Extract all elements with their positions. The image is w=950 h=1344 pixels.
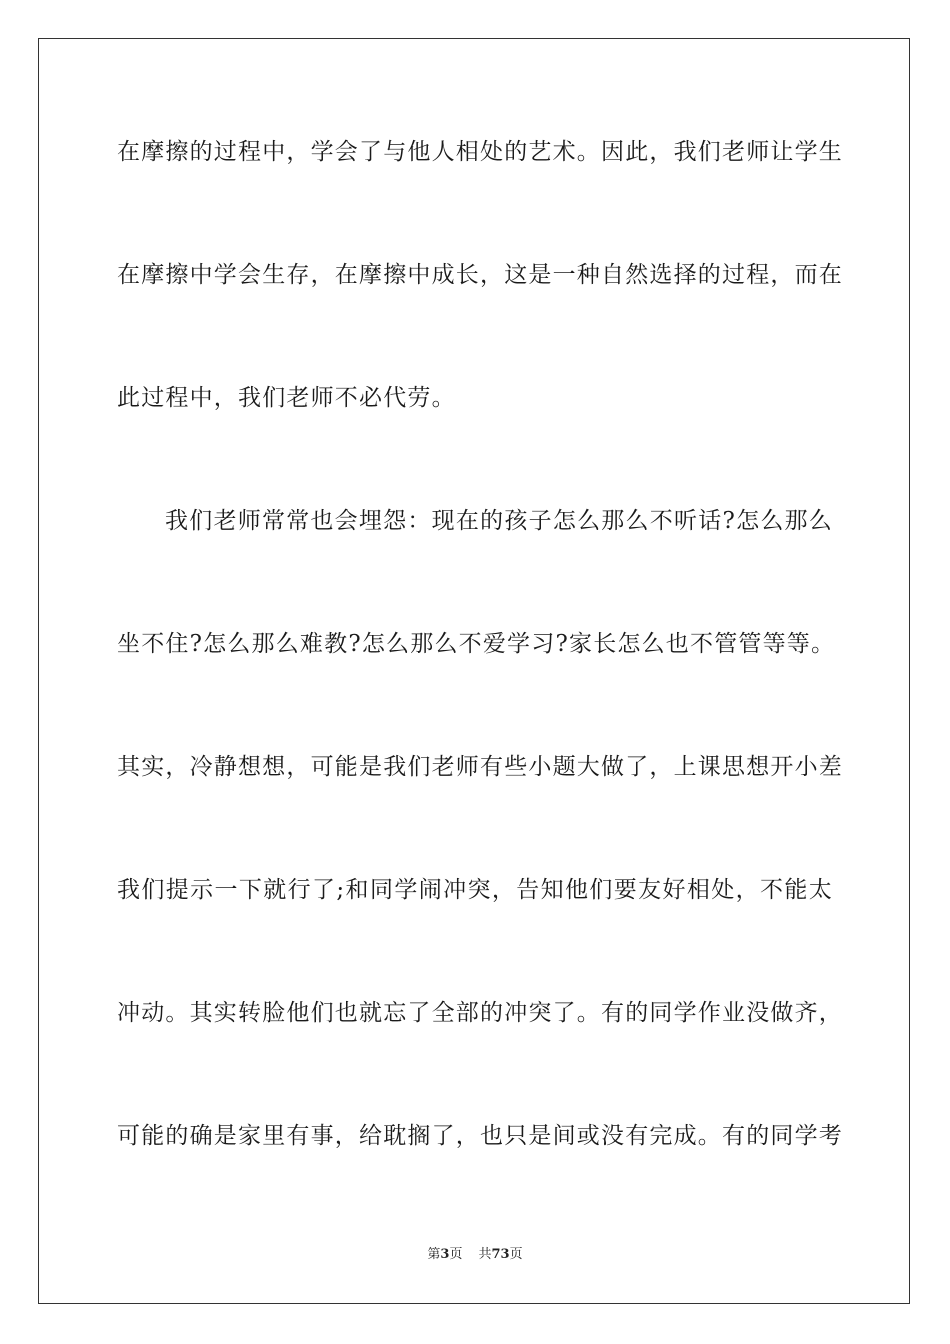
total-suffix: 页	[509, 1247, 523, 1262]
page-prefix: 第	[427, 1247, 441, 1262]
page-suffix: 页	[449, 1247, 463, 1262]
paragraph-2-line-4: 我们提示一下就行了;和同学闹冲突，告知他们要友好相处，不能太	[117, 877, 833, 903]
page-number: 3	[440, 1247, 450, 1262]
total-pages: 73	[491, 1247, 510, 1262]
page-border	[38, 38, 910, 1304]
paragraph-2-line-6: 可能的确是家里有事，给耽搁了，也只是间或没有完成。有的同学考	[117, 1123, 843, 1149]
paragraph-1-line-1: 在摩擦的过程中，学会了与他人相处的艺术。因此，我们老师让学生	[117, 139, 843, 165]
paragraph-1-line-2: 在摩擦中学会生存，在摩擦中成长，这是一种自然选择的过程，而在	[117, 262, 843, 288]
paragraph-2-line-1: 我们老师常常也会埋怨：现在的孩子怎么那么不听话?怎么那么	[165, 508, 833, 534]
total-prefix: 共	[478, 1247, 492, 1262]
page-footer	[0, 1246, 950, 1264]
paragraph-2-line-5: 冲动。其实转脸他们也就忘了全部的冲突了。有的同学作业没做齐，	[117, 1000, 843, 1026]
paragraph-1-line-3: 此过程中，我们老师不必代劳。	[117, 385, 456, 411]
paragraph-2-line-2: 坐不住?怎么那么难教?怎么那么不爱学习?家长怎么也不管管等等。	[117, 631, 836, 657]
paragraph-2-line-3: 其实，冷静想想，可能是我们老师有些小题大做了，上课思想开小差	[117, 754, 843, 780]
